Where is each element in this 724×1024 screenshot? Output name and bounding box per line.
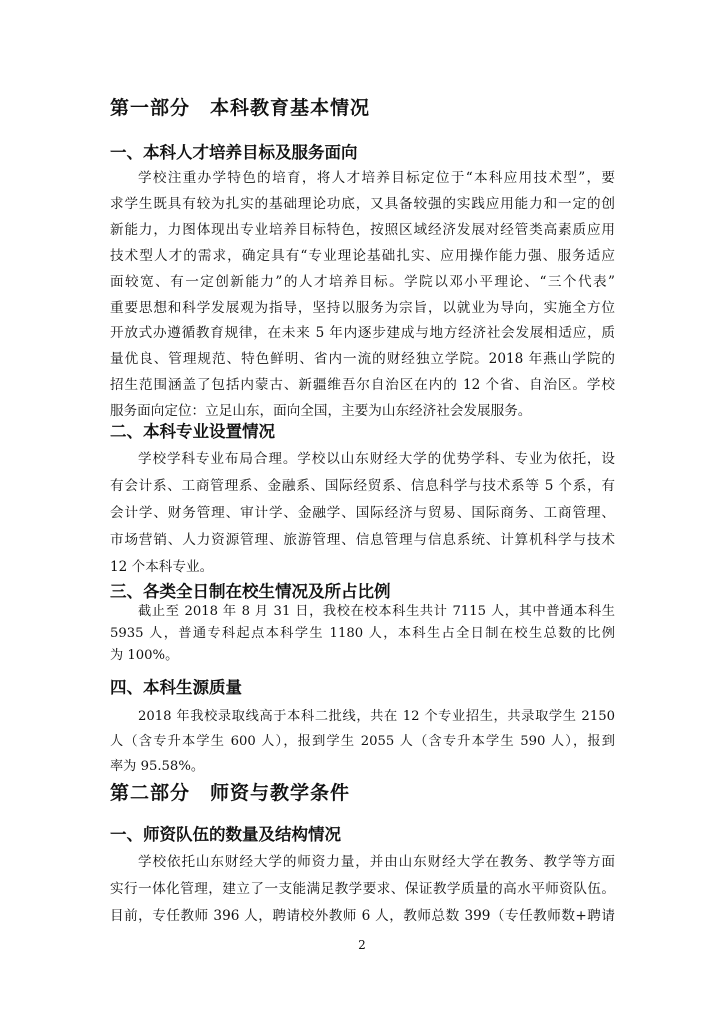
text-line: 学校注重办学特色的培育，将人才培养目标定位于“本科应用技术型”，要	[138, 170, 615, 186]
text-line: 2018 年我校录取线高于本科二批线，共在 12 个专业招生，共录取学生 2150	[138, 709, 615, 724]
part2-title: 第二部分 师资与教学条件	[110, 782, 351, 804]
text-line: 5935 人，普通专科起点本科学生 1180 人，本科生占全日制在校生总数的比例	[110, 626, 615, 641]
section-title-majors: 二、本科专业设置情况	[110, 422, 275, 441]
page-number: 2	[358, 938, 366, 952]
paragraph-majors	[110, 446, 615, 581]
part1-title: 第一部分 本科教育基本情况	[110, 97, 371, 119]
text-line: 招生范围涵盖了包括内蒙古、新疆维吾尔自治区在内的 12 个省、自治区。学校	[110, 377, 615, 394]
text-line: 率为 95.58%。	[110, 759, 205, 774]
section-title-admission-quality: 四、本科生源质量	[110, 678, 242, 697]
text-line: 学校依托山东财经大学的师资力量，并由山东财经大学在教务、教学等方面	[138, 854, 615, 870]
text-line: 为 100%。	[110, 648, 179, 663]
text-line: 实行一体化管理，建立了一支能满足教学要求、保证教学质量的高水平师资队伍。	[110, 881, 615, 897]
paragraph-faculty	[110, 849, 615, 930]
text-line: 求学生既具有较为扎实的基础理论功底，又具备较强的实践应用能力和一定的创	[110, 195, 615, 212]
text-line: 重要思想和科学发展观为指导，坚持以服务为宗旨，以就业为导向，实施全方位	[110, 299, 615, 316]
section-title-enrollment: 三、各类全日制在校生情况及所占比例	[110, 582, 391, 601]
paragraph-enrollment	[110, 601, 615, 667]
section-title-training-goals: 一、本科人才培养目标及服务面向	[110, 143, 358, 162]
text-line: 有会计系、工商管理系、金融系、国际经贸系、信息科学与技术系等 5 个系，有	[110, 478, 615, 494]
text-line: 开放式办遵循教育规律，在未来 5 年内逐步建成与地方经济社会发展相适应，质	[110, 325, 615, 342]
text-line: 新能力，力图体现出专业培养目标特色，按照区域经济发展对经管类高素质应用	[110, 221, 615, 238]
text-line: 学校学科专业布局合理。学校以山东财经大学的优势学科、专业为依托，设	[138, 451, 615, 467]
text-line: 会计学、财务管理、审计学、金融学、国际经济与贸易、国际商务、工商管理、	[110, 505, 615, 521]
section-title-faculty: 一、师资队伍的数量及结构情况	[110, 825, 341, 844]
text-line: 面较宽、有一定创新能力”的人才培养目标。学院以邓小平理论、“三个代表”	[110, 273, 615, 290]
text-line: 量优良、管理规范、特色鲜明、省内一流的财经独立学院。2018 年燕山学院的	[110, 351, 615, 368]
text-line: 目前，专任教师 396 人，聘请校外教师 6 人，教师总数 399（专任教师数+聘请	[110, 908, 615, 924]
text-line: 12 个本科专业。	[110, 559, 214, 575]
text-line: 人（含专升本学生 600 人），报到学生 2055 人（含专升本学生 590 人），报到	[110, 734, 615, 749]
text-line: 技术型人才的需求，确定具有“专业理论基础扎实、应用操作能力强、服务适应	[110, 247, 615, 264]
text-line: 市场营销、人力资源管理、旅游管理、信息管理与信息系统、计算机科学与技术	[110, 532, 615, 548]
paragraph-admission-quality	[110, 704, 615, 779]
text-line: 服务面向定位：立足山东，面向全国，主要为山东经济社会发展服务。	[110, 403, 532, 420]
paragraph-training-goals	[110, 166, 615, 425]
text-line: 截止至 2018 年 8 月 31 日，我校在校本科生共计 7115 人，其中普通本科生	[138, 604, 615, 619]
